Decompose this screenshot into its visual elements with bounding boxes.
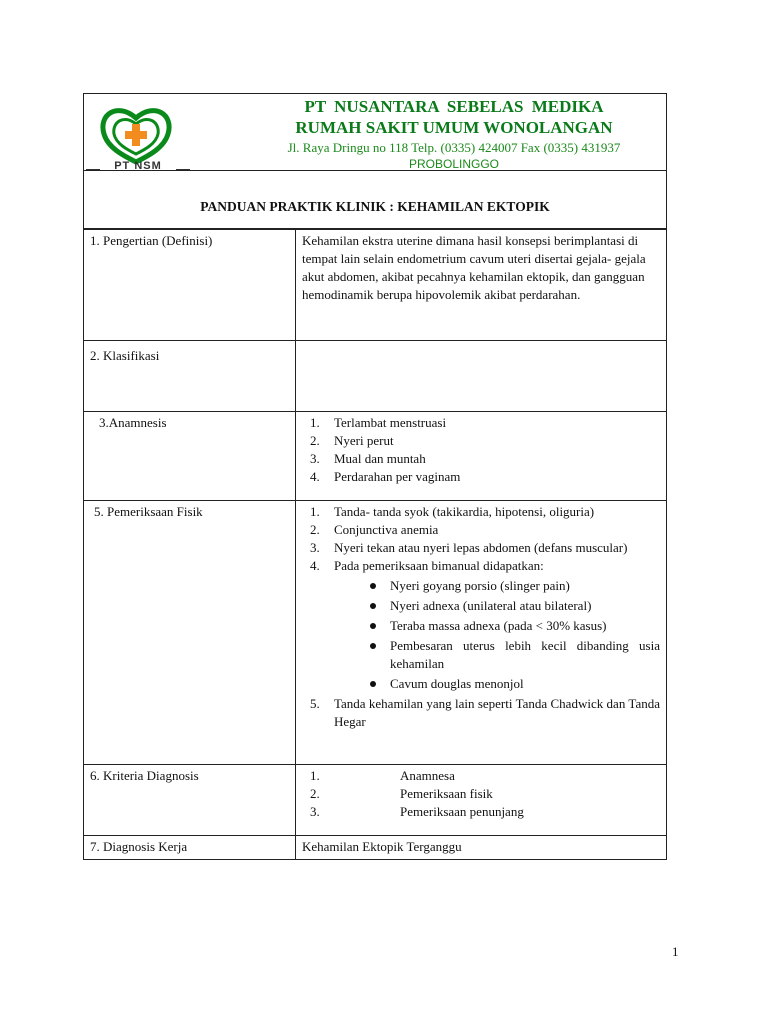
bullet-icon bbox=[370, 681, 376, 687]
list-item: 2. Conjunctiva anemia bbox=[310, 522, 439, 537]
table-row bbox=[84, 501, 667, 765]
row-label: 1. Pengertian (Definisi) bbox=[84, 230, 296, 341]
bullet-icon bbox=[370, 643, 376, 649]
row-content bbox=[296, 412, 667, 501]
list-item: 3. Mual dan muntah bbox=[310, 451, 426, 466]
list-item: Cavum douglas menonjol bbox=[302, 675, 660, 693]
list-item: 3. Pemeriksaan penunjang bbox=[310, 804, 524, 819]
numbered-list bbox=[302, 767, 660, 821]
table-row bbox=[84, 836, 667, 860]
logo-rule-right bbox=[176, 169, 190, 170]
hospital-name: RUMAH SAKIT UMUM WONOLANGAN bbox=[295, 118, 613, 137]
list-item: Nyeri goyang porsio (slinger pain) bbox=[302, 577, 660, 595]
table-row bbox=[84, 341, 667, 412]
letterhead-text bbox=[254, 96, 654, 172]
bullet-icon bbox=[370, 583, 376, 589]
hospital-logo-icon bbox=[98, 104, 174, 168]
company-name: PT NUSANTARA SEBELAS MEDIKA bbox=[304, 97, 604, 116]
list-item: Teraba massa adnexa (pada < 30% kasus) bbox=[302, 617, 660, 635]
bullet-list bbox=[302, 577, 660, 693]
hospital-address: Jl. Raya Dringu no 118 Telp. (0335) 424007 Fax (0335) 431937 bbox=[287, 140, 621, 155]
title-row bbox=[83, 171, 667, 229]
row-label: 5. Pemeriksaan Fisik bbox=[84, 501, 296, 765]
list-item: 5. Tanda kehamilan yang lain seperti Tanda Chadwick dan Tanda Hegar bbox=[310, 696, 660, 729]
list-item: 1. Tanda- tanda syok (takikardia, hipotensi, oliguria) bbox=[310, 504, 595, 519]
list-item: 4. Pada pemeriksaan bimanual didapatkan: bbox=[310, 558, 544, 573]
row-content: Kehamilan Ektopik Terganggu bbox=[296, 836, 667, 860]
logo-text: PT NSM bbox=[114, 160, 162, 172]
list-item: Nyeri adnexa (unilateral atau bilateral) bbox=[302, 597, 660, 615]
definition-text: Kehamilan ekstra uterine dimana hasil konsepsi berimplantasi di tempat lain selain endometrium cavum uteri disertai gejala- gejala akut abdomen, akibat pecahnya kehamilan ektopik, dan gangguan hemodinamik berupa hipovolemik akibat perdarahan. bbox=[302, 233, 646, 302]
row-content bbox=[296, 501, 667, 765]
row-label: 3.Anamnesis bbox=[84, 412, 296, 501]
list-item: 2. Pemeriksaan fisik bbox=[310, 786, 493, 801]
document-title: PANDUAN PRAKTIK KLINIK : KEHAMILAN EKTOPIK bbox=[200, 199, 550, 214]
table-row bbox=[84, 765, 667, 836]
table-row bbox=[84, 412, 667, 501]
table-row bbox=[84, 230, 667, 341]
row-label: 6. Kriteria Diagnosis bbox=[84, 765, 296, 836]
page-number: 1 bbox=[672, 944, 679, 959]
numbered-list bbox=[302, 503, 660, 575]
bullet-icon bbox=[370, 623, 376, 629]
row-label: 7. Diagnosis Kerja bbox=[84, 836, 296, 860]
numbered-list bbox=[302, 695, 660, 731]
list-item: 4. Perdarahan per vaginam bbox=[310, 469, 461, 484]
list-item: Pembesaran uterus lebih kecil dibanding usia kehamilan bbox=[302, 637, 660, 673]
list-item: 1. Anamnesa bbox=[310, 768, 455, 783]
list-item: 3. Nyeri tekan atau nyeri lepas abdomen (defans muscular) bbox=[310, 540, 628, 555]
hospital-city: PROBOLINGGO bbox=[408, 157, 500, 171]
row-label: 2. Klasifikasi bbox=[84, 341, 296, 412]
row-content bbox=[296, 341, 667, 412]
guideline-table bbox=[83, 229, 667, 860]
list-item: 1. Terlambat menstruasi bbox=[310, 415, 447, 430]
row-content bbox=[296, 230, 667, 341]
bullet-icon bbox=[370, 603, 376, 609]
row-content bbox=[296, 765, 667, 836]
list-item: 2. Nyeri perut bbox=[310, 433, 394, 448]
numbered-list bbox=[302, 414, 660, 486]
letterhead bbox=[83, 93, 667, 171]
